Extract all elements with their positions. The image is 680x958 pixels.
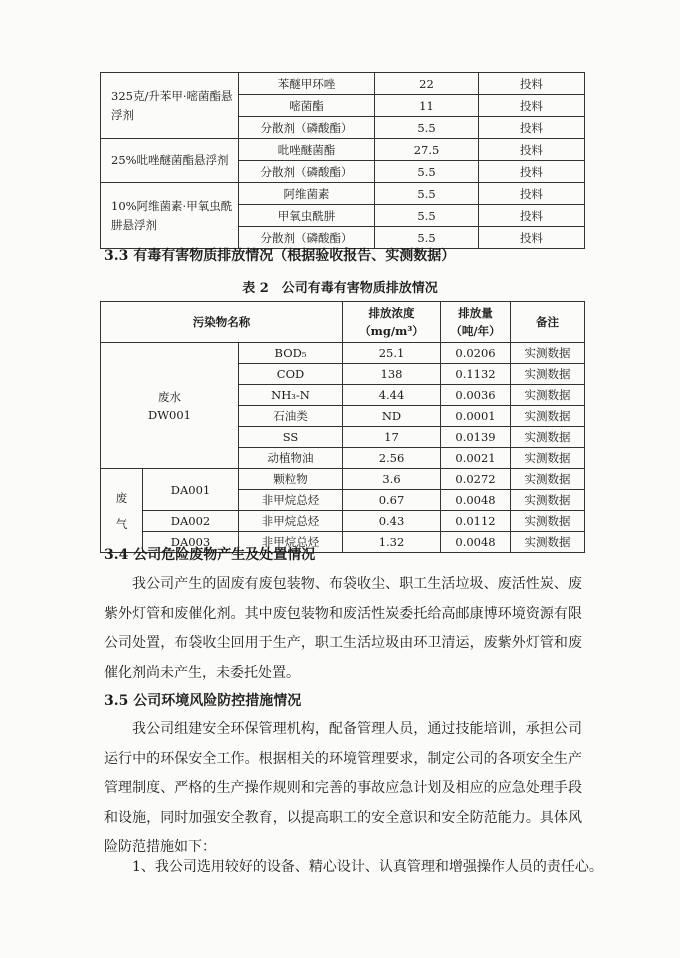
table-row bbox=[101, 511, 585, 532]
section-3-4-title: 3.4 公司危险废物产生及处置情况 bbox=[104, 547, 316, 563]
waste-gas-label: 废 气 bbox=[101, 469, 143, 553]
header-amount: 排放量 （吨/年） bbox=[441, 302, 511, 343]
table-row bbox=[101, 183, 585, 205]
amount-cell: 0.0112 bbox=[441, 511, 511, 532]
amount-cell: 5.5 bbox=[375, 227, 479, 249]
concentration-cell: 138 bbox=[343, 364, 441, 385]
component-cell: 阿维菌素 bbox=[239, 183, 375, 205]
pollutant-cell: 非甲烷总烃 bbox=[239, 532, 343, 553]
amount-cell: 5.5 bbox=[375, 117, 479, 139]
concentration-cell: 2.56 bbox=[343, 448, 441, 469]
concentration-cell: 1.32 bbox=[343, 532, 441, 553]
outlet-code: DA001 bbox=[143, 469, 239, 511]
note-cell: 实测数据 bbox=[511, 427, 585, 448]
component-cell: 苯醚甲环唑 bbox=[239, 73, 375, 95]
amount-cell: 22 bbox=[375, 73, 479, 95]
outlet-code: DA003 bbox=[143, 532, 239, 553]
component-cell: 甲氧虫酰肼 bbox=[239, 205, 375, 227]
measure-item-1: 1、我公司选用较好的设备、精心设计、认真管理和增强操作人员的责任心。 bbox=[132, 859, 603, 875]
pollutant-cell: COD bbox=[239, 364, 343, 385]
formulation-table bbox=[100, 72, 585, 249]
concentration-cell: 0.67 bbox=[343, 490, 441, 511]
pollutant-cell: NH₃-N bbox=[239, 385, 343, 406]
table-row bbox=[101, 469, 585, 490]
component-cell: 分散剂（磷酸酯） bbox=[239, 227, 375, 249]
note-cell: 投料 bbox=[479, 73, 585, 95]
amount-cell: 0.0139 bbox=[441, 427, 511, 448]
header-note: 备注 bbox=[511, 302, 585, 343]
pollutant-cell: BOD₅ bbox=[239, 343, 343, 364]
note-cell: 投料 bbox=[479, 117, 585, 139]
amount-cell: 0.0206 bbox=[441, 343, 511, 364]
note-cell: 实测数据 bbox=[511, 385, 585, 406]
note-cell: 投料 bbox=[479, 139, 585, 161]
section-3-5-paragraph: 我公司组建安全环保管理机构，配备管理人员，通过技能培训，承担公司运行中的环保安全工作。根据相关的环境管理要求，制定公司的各项安全生产管理制度、严格的生产操作规则和完善的事故应急计划及相应的应急处理手段和设施，同时加强安全教育，以提高职工的安全意识和安全防范能力。具体风险防范措施如下： bbox=[104, 721, 582, 855]
amount-cell: 5.5 bbox=[375, 161, 479, 183]
amount-cell: 27.5 bbox=[375, 139, 479, 161]
table-row bbox=[101, 73, 585, 95]
amount-cell: 0.0048 bbox=[441, 490, 511, 511]
wastewater-label: 废水 DW001 bbox=[101, 343, 239, 469]
component-cell: 嘧菌酯 bbox=[239, 95, 375, 117]
component-cell: 分散剂（磷酸酯） bbox=[239, 161, 375, 183]
amount-cell: 5.5 bbox=[375, 205, 479, 227]
pollutant-cell: 动植物油 bbox=[239, 448, 343, 469]
header-pollutant-name: 污染物名称 bbox=[101, 302, 343, 343]
note-cell: 实测数据 bbox=[511, 343, 585, 364]
note-cell: 实测数据 bbox=[511, 511, 585, 532]
concentration-cell: 17 bbox=[343, 427, 441, 448]
concentration-cell: 3.6 bbox=[343, 469, 441, 490]
amount-cell: 0.0048 bbox=[441, 532, 511, 553]
note-cell: 实测数据 bbox=[511, 532, 585, 553]
amount-cell: 5.5 bbox=[375, 183, 479, 205]
section-3-4-paragraph: 我公司产生的固废有废包装物、布袋收尘、职工生活垃圾、废活性炭、废紫外灯管和废催化剂。其中废包装物和废活性炭委托给高邮康博环境资源有限公司处置，布袋收尘回用于生产，职工生活垃圾由环卫清运，废紫外灯管和废催化剂尚未产生，未委托处置。 bbox=[104, 576, 582, 681]
note-cell: 实测数据 bbox=[511, 448, 585, 469]
note-cell: 投料 bbox=[479, 205, 585, 227]
pollutant-cell: 非甲烷总烃 bbox=[239, 511, 343, 532]
table-2-caption: 表 2 公司有毒有害物质排放情况 bbox=[242, 281, 438, 296]
note-cell: 实测数据 bbox=[511, 364, 585, 385]
emissions-table bbox=[100, 301, 585, 553]
pollutant-cell: SS bbox=[239, 427, 343, 448]
concentration-cell: 4.44 bbox=[343, 385, 441, 406]
note-cell: 实测数据 bbox=[511, 469, 585, 490]
pollutant-cell: 颗粒物 bbox=[239, 469, 343, 490]
note-cell: 投料 bbox=[479, 161, 585, 183]
pollutant-cell: 非甲烷总烃 bbox=[239, 490, 343, 511]
amount-cell: 0.1132 bbox=[441, 364, 511, 385]
table-header-row bbox=[101, 302, 585, 343]
note-cell: 投料 bbox=[479, 95, 585, 117]
concentration-cell: 0.43 bbox=[343, 511, 441, 532]
product-name: 10%阿维菌素·甲氧虫酰肼悬浮剂 bbox=[101, 183, 239, 249]
table-row bbox=[101, 139, 585, 161]
note-cell: 实测数据 bbox=[511, 406, 585, 427]
amount-cell: 0.0272 bbox=[441, 469, 511, 490]
amount-cell: 0.0001 bbox=[441, 406, 511, 427]
header-concentration: 排放浓度 （mg/m³） bbox=[343, 302, 441, 343]
component-cell: 分散剂（磷酸酯） bbox=[239, 117, 375, 139]
concentration-cell: 25.1 bbox=[343, 343, 441, 364]
pollutant-cell: 石油类 bbox=[239, 406, 343, 427]
concentration-cell: ND bbox=[343, 406, 441, 427]
amount-cell: 11 bbox=[375, 95, 479, 117]
section-3-5-title: 3.5 公司环境风险防控措施情况 bbox=[104, 693, 302, 709]
component-cell: 吡唑醚菌酯 bbox=[239, 139, 375, 161]
note-cell: 投料 bbox=[479, 227, 585, 249]
amount-cell: 0.0036 bbox=[441, 385, 511, 406]
outlet-code: DA002 bbox=[143, 511, 239, 532]
amount-cell: 0.0021 bbox=[441, 448, 511, 469]
note-cell: 投料 bbox=[479, 183, 585, 205]
table-row bbox=[101, 343, 585, 364]
product-name: 25%吡唑醚菌酯悬浮剂 bbox=[101, 139, 239, 183]
note-cell: 实测数据 bbox=[511, 490, 585, 511]
section-3-3-title: 3.3 有毒有害物质排放情况（根据验收报告、实测数据） bbox=[104, 248, 456, 264]
product-name: 325克/升苯甲·嘧菌酯悬浮剂 bbox=[101, 73, 239, 139]
